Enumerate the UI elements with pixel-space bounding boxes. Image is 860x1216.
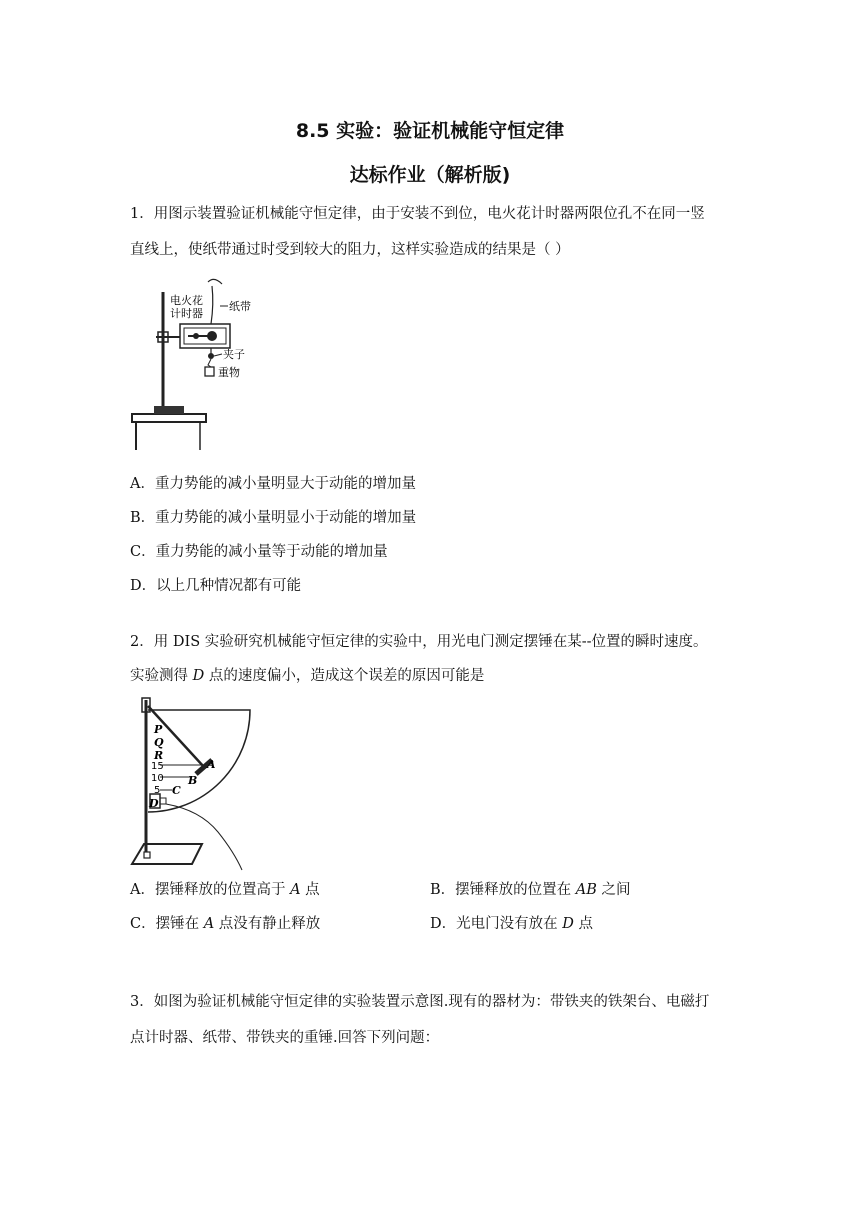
q2-option-c: C．摆锤在 A 点没有静止释放 <box>130 916 321 932</box>
q1-label-weight: 重物 <box>218 366 240 379</box>
q2-figure-pendulum <box>130 692 270 872</box>
q1-label-tape: 纸带 <box>229 300 251 313</box>
q1-option-b: B．重力势能的减小量明显小于动能的增加量 <box>130 510 417 526</box>
q2-option-a: A．摆锤释放的位置高于 A 点 <box>130 882 320 898</box>
q1-text-line2: 直线上，使纸带通过时受到较大的阻力，这样实验造成的结果是（ ） <box>130 242 570 258</box>
q1-text-line1: 1．用图示装置验证机械能守恒定律，由于安装不到位，电火花计时器两限位孔不在同一竖 <box>130 206 705 222</box>
q3-text-line2: 点计时器、纸带、带铁夹的重锤.回答下列问题： <box>130 1030 440 1046</box>
q1-figure-apparatus <box>130 274 260 452</box>
q2-label-a: A <box>207 758 216 771</box>
q2-option-d: D．光电门没有放在 D 点 <box>430 916 593 932</box>
q2-label-d: D <box>149 797 159 810</box>
page-subtitle: 达标作业（解析版) <box>349 164 511 186</box>
q1-label-timer-1: 电火花 <box>170 294 203 307</box>
q2-text-line2: 实验测得 D 点的速度偏小，造成这个误差的原因可能是 <box>130 668 485 684</box>
q2-text-line1: 2．用 DIS 实验研究机械能守恒定律的实验中，用光电门测定摆锤在某--位置的瞬时速度。 <box>130 634 708 650</box>
q2-option-b: B．摆锤释放的位置在 AB 之间 <box>430 882 631 898</box>
page-title: 8.5 实验：验证机械能守恒定律 <box>295 120 565 142</box>
q2-label-15: 15 <box>151 761 164 772</box>
q2-label-10: 10 <box>151 773 164 784</box>
q3-text-line1: 3．如图为验证机械能守恒定律的实验装置示意图.现有的器材为：带铁夹的铁架台、电磁打 <box>130 994 710 1010</box>
q1-label-timer-2: 计时器 <box>170 307 203 320</box>
q1-label-clip: 夹子 <box>223 348 245 361</box>
q2-label-c: C <box>172 784 181 797</box>
q2-label-r: R <box>154 749 164 762</box>
q1-option-c: C．重力势能的减小量等于动能的增加量 <box>130 544 388 560</box>
q2-label-p: P <box>154 723 163 736</box>
q2-label-b: B <box>188 774 198 787</box>
q2-label-5: 5 <box>154 785 161 796</box>
q1-option-a: A．重力势能的减小量明显大于动能的增加量 <box>130 476 416 492</box>
q2-label-q: Q <box>154 736 164 749</box>
q1-option-d: D．以上几种情况都有可能 <box>130 578 302 594</box>
